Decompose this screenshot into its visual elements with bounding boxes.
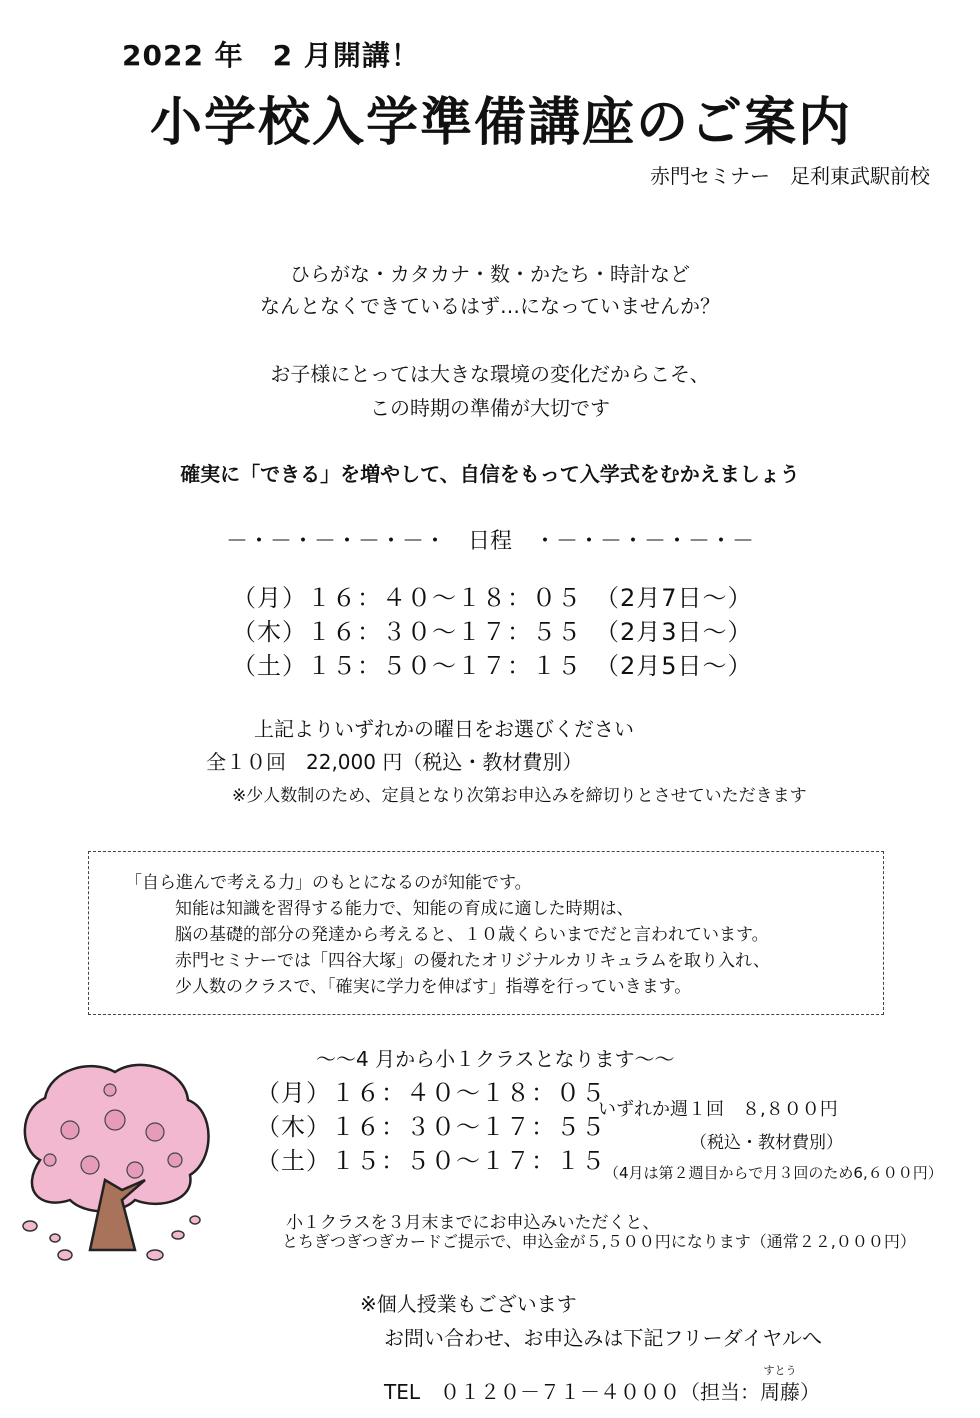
intro-line-1: ひらがな・カタカナ・数・かたち・時計など [290, 262, 690, 286]
grade1-heading: ～～4 月から小１クラスとなります～～ [316, 1047, 675, 1071]
course-price: 全１０回 22,000 円（税込・教材費別） [206, 750, 583, 774]
intro-line-4: この時期の準備が大切です [370, 396, 610, 420]
capacity-note: ※少人数制のため、定員となり次第お申込みを締切りとさせていただきます [232, 786, 807, 806]
private-lesson-note: ※個人授業もございます [360, 1292, 577, 1316]
contact-tel [384, 1364, 820, 1405]
staff-name [760, 1364, 800, 1405]
intro-line-3: お子様にとっては大きな環境の変化だからこそ、 [270, 362, 710, 386]
grade1-slot-sat: （土）１５：５０～１７：１５ [256, 1147, 606, 1175]
schedule-heading: －・－・－・－・－・ 日程 ・－・－・－・－・－ [225, 529, 754, 554]
intro-emphasis: 確実に「できる」を増やして、自信をもって入学式をむかえましょう [180, 462, 800, 486]
info-box-line-2: 脳の基礎的部分の発達から考えると、１０歳くらいまでだと言われています。 [175, 925, 769, 945]
staff-name-text: 周藤 [760, 1380, 800, 1404]
schedule-slot-mon: （月）１６：４０～１８：０５ （2月7日～） [232, 584, 753, 612]
schedule-slot-thu: （木）１６：３０～１７：５５ （2月3日～） [232, 618, 753, 646]
grade1-slot-mon: （月）１６：４０～１８：０５ [256, 1079, 606, 1107]
page-title: 小学校入学準備講座のご案内 [150, 93, 853, 153]
tel-close: ） [800, 1380, 820, 1404]
intro-line-2: なんとなくできているはず…になっていませんか？ [260, 294, 720, 318]
info-box-line-3: 赤門セミナーでは「四谷大塚」の優れたオリジナルカリキュラムを取り入れ、 [175, 951, 770, 971]
info-box-line-1: 知能は知識を習得する能力で、知能の育成に適した時期は、 [175, 899, 634, 919]
tel-number: TEL ０１２０－７１－４０００（担当： [384, 1380, 760, 1404]
grade1-april-note: （4月は第２週目からで月３回のため6,６００円） [604, 1164, 943, 1182]
info-box-heading: 「自ら進んで考える力」のもとになるのが知能です。 [125, 873, 532, 893]
choose-day-text: 上記よりいずれかの曜日をお選びください [254, 717, 634, 741]
grade1-tax: （税込・教材費別） [690, 1133, 843, 1153]
campaign-line-2: とちぎつぎつぎカードご提示で、申込金が５,５００円になります（通常２２,０００円） [282, 1232, 916, 1251]
campaign-line-1: 小１クラスを３月末までにお申込みいただくと、 [286, 1213, 660, 1233]
school-name: 赤門セミナー 足利東武駅前校 [650, 164, 930, 188]
info-box-line-4: 少人数のクラスで、「確実に学力を伸ばす」指導を行っていきます。 [175, 977, 692, 997]
info-box [88, 851, 884, 1015]
schedule-slot-sat: （土）１５：５０～１７：１５ （2月5日～） [232, 652, 753, 680]
staff-name-ruby: すとう [763, 1364, 797, 1377]
inquiry-text: お問い合わせ、お申込みは下記フリーダイヤルへ [384, 1326, 822, 1350]
grade1-price: いずれか週１回 ８,８００円 [598, 1099, 838, 1120]
cherry-blossom-tree-icon [10, 1050, 220, 1280]
grade1-slot-thu: （木）１６：３０～１７：５５ [256, 1113, 606, 1141]
header-year: 2022 年 2 月開講！ [122, 39, 420, 72]
